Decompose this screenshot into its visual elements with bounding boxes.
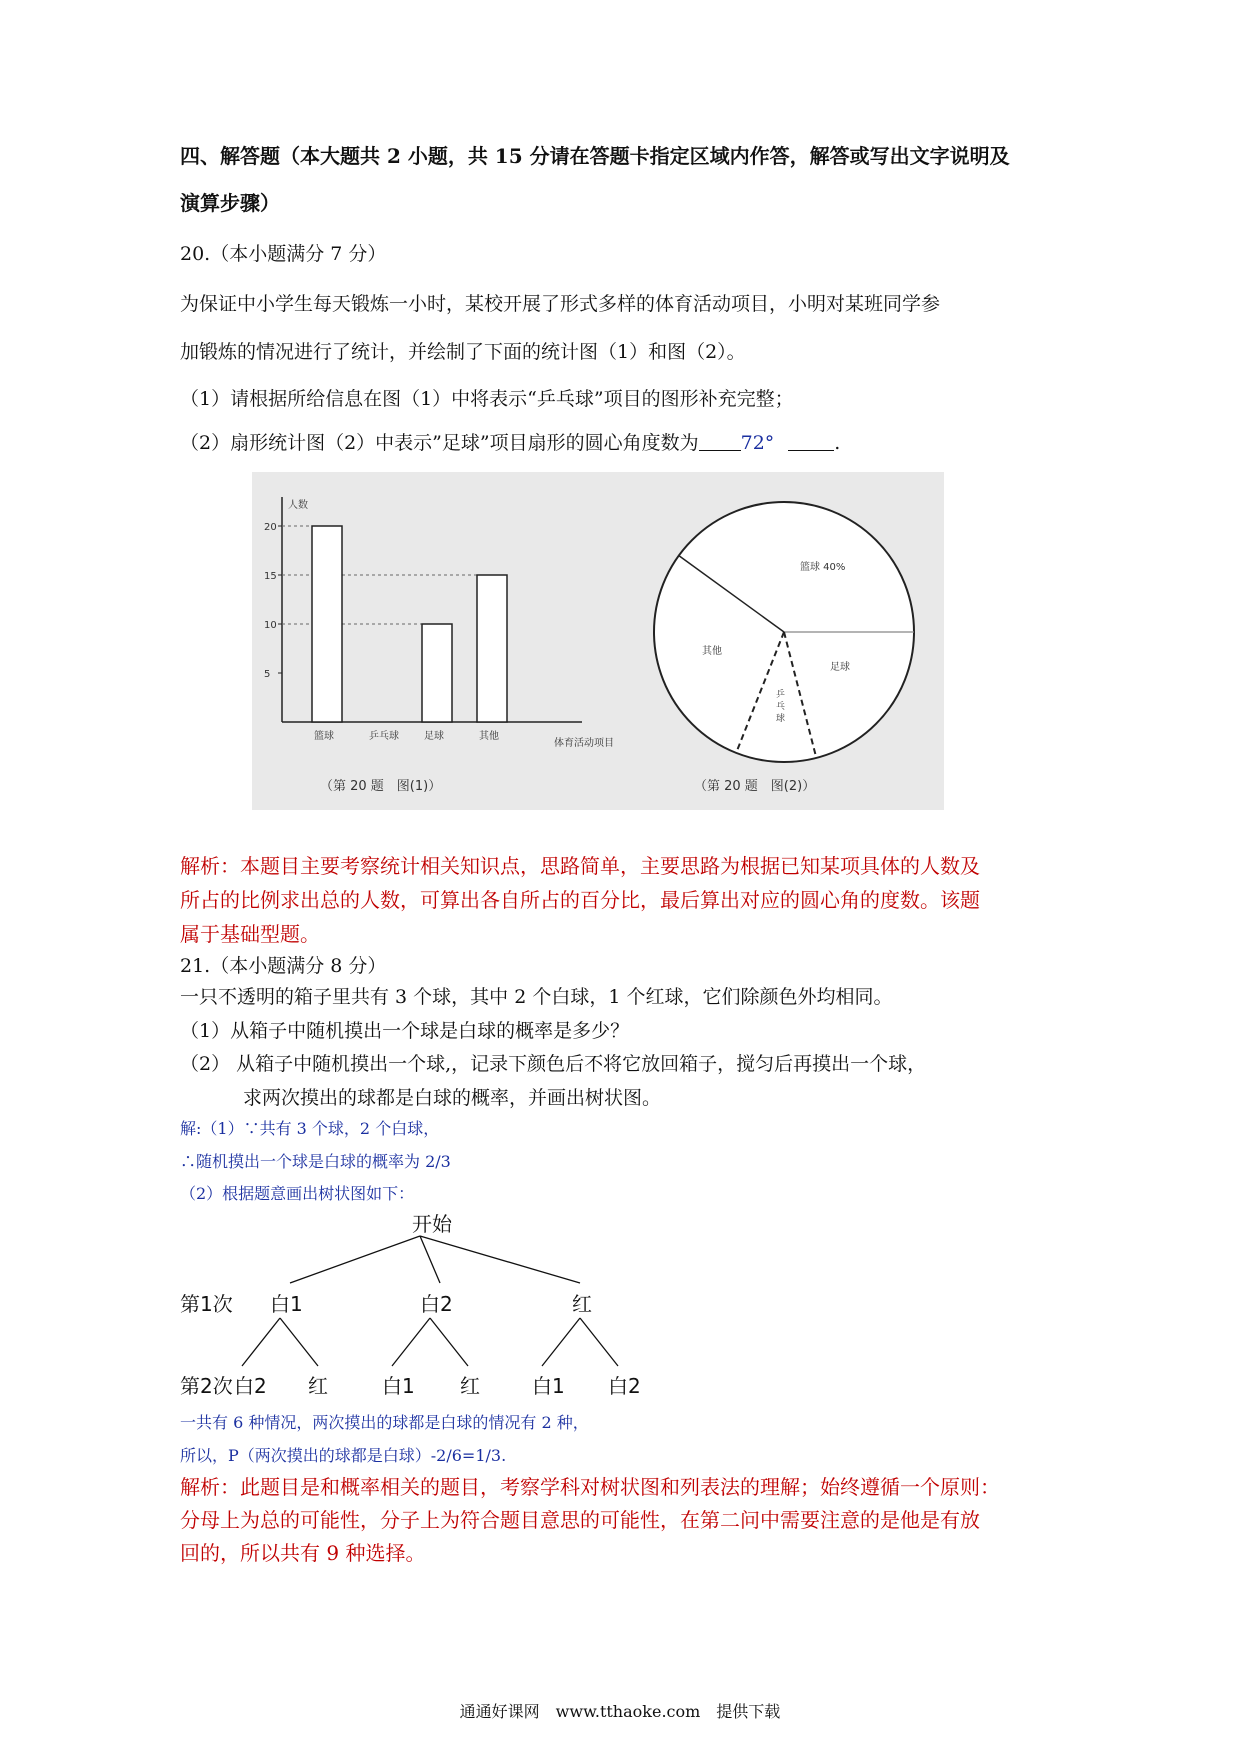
q20-stem-cont: 加锻炼的情况进行了统计，并绘制了下面的统计图（1）和图（2）。 — [180, 341, 746, 363]
q20-header: 20.（本小题满分 7 分） — [180, 243, 387, 265]
tree-edge — [290, 1236, 420, 1283]
bar-chart — [264, 497, 614, 794]
tree-root: 开始 — [412, 1212, 452, 1236]
tree-leaf: 红 — [460, 1374, 480, 1398]
q20-part2-answer: 72° — [740, 432, 775, 454]
q21-stem: 一只不透明的箱子里共有 3 个球，其中 2 个白球，1 个红球，它们除颜色外均相同。 — [180, 986, 893, 1008]
pie-label: 篮球 40% — [800, 562, 846, 573]
tree-node: 白1 — [270, 1292, 303, 1316]
tree-edge — [542, 1318, 580, 1366]
y-tick-label: 5 — [264, 669, 271, 680]
q21-analysis-cont2: 回的，所以共有 9 种选择。 — [180, 1541, 426, 1565]
page-footer: 通通好课网 www.tthaoke.com 提供下载 — [459, 1702, 781, 1721]
tree-node: 白2 — [420, 1292, 453, 1316]
tree-leaf: 红 — [308, 1374, 328, 1398]
q21-part2: （2） 从箱子中随机摸出一个球,，记录下颜色后不将它放回箱子，搅匀后再摸出一个球， — [180, 1053, 927, 1075]
tree-leaf: 白1 — [382, 1374, 415, 1398]
x-tick-label: 乒乓球 — [369, 731, 399, 742]
q20-stem: 为保证中小学生每天锻炼一小时，某校开展了形式多样的体育活动项目，小明对某班同学参 — [180, 293, 941, 315]
tree-row1-label: 第1次 — [180, 1292, 233, 1316]
q21-part1: （1）从箱子中随机摸出一个球是白球的概率是多少？ — [180, 1020, 630, 1042]
bar — [477, 575, 507, 722]
q21-solution: 解:（1）∵共有 3 个球，2 个白球， — [180, 1119, 440, 1138]
q21-analysis: 解析：此题目是和概率相关的题目，考察学科对树状图和列表法的理解；始终遵循一个原则： — [180, 1475, 1000, 1499]
y-tick-label: 15 — [264, 571, 277, 582]
bar — [312, 526, 342, 722]
pie-label — [776, 688, 785, 724]
figure-canvas — [252, 472, 944, 810]
tree-leaf: 白2 — [608, 1374, 641, 1398]
y-axis-label: 人数 — [288, 500, 308, 511]
pie-chart — [654, 502, 914, 794]
q21-solution-cont: ∴随机摸出一个球是白球的概率为 2/3 — [180, 1152, 451, 1171]
tree-leaf: 白2 — [234, 1374, 267, 1398]
y-tick-label: 10 — [264, 620, 277, 631]
q21-conclusion: 一共有 6 种情况，两次摸出的球都是白球的情况有 2 种， — [180, 1413, 589, 1432]
x-tick-label: 其他 — [479, 731, 499, 742]
q20-part1: （1）请根据所给信息在图（1）中将表示“乒乓球”项目的图形补充完整； — [180, 388, 794, 410]
tree-edge — [580, 1318, 618, 1366]
tree-edge — [392, 1318, 430, 1366]
q20-part2: （2）扇形统计图（2）中表示”足球”项目扇形的圆心角度数为 72° . — [180, 432, 841, 454]
x-axis-label: 体育活动项目 — [554, 738, 614, 749]
bar-chart-caption: （第 20 题 图(1)） — [320, 779, 442, 794]
tree-edge — [280, 1318, 318, 1366]
tree-edge — [420, 1236, 580, 1283]
q21-analysis-cont: 分母上为总的可能性，分子上为符合题目意思的可能性，在第二问中需要注意的是他是有放 — [180, 1508, 980, 1532]
tree-node: 红 — [572, 1292, 592, 1316]
pie-label-char: 乒 — [776, 690, 786, 700]
bar — [422, 624, 452, 722]
pie-label-char: 乓 — [776, 702, 786, 712]
q21-header: 21.（本小题满分 8 分） — [180, 955, 387, 977]
x-tick-label: 篮球 — [314, 731, 334, 742]
pie-label: 其他 — [702, 646, 722, 657]
tree-edge — [430, 1318, 468, 1366]
section-title-cont: 演算步骤） — [180, 191, 280, 215]
tree-edge — [242, 1318, 280, 1366]
y-tick-label: 20 — [264, 522, 277, 533]
pie-label: 足球 — [830, 662, 850, 673]
x-tick-label: 足球 — [424, 731, 444, 742]
tree-edge — [420, 1236, 440, 1283]
q20-analysis: 解析：本题目主要考察统计相关知识点，思路简单，主要思路为根据已知某项具体的人数及 — [180, 854, 980, 878]
tree-diagram — [180, 1208, 700, 1398]
section-title: 四、解答题（本大题共 2 小题，共 15 分请在答题卡指定区域内作答，解答或写出文字说明及 — [180, 144, 1010, 168]
q20-analysis-cont: 所占的比例求出总的人数，可算出各自所占的百分比，最后算出对应的圆心角的度数。该题 — [180, 888, 980, 912]
pie-label-char: 球 — [776, 714, 786, 724]
q20-analysis-cont2: 属于基础型题。 — [180, 922, 320, 946]
pie-chart-caption: （第 20 题 图(2)） — [694, 779, 816, 794]
q21-solution-cont2: （2）根据题意画出树状图如下： — [180, 1184, 415, 1203]
tree-leaf: 白1 — [532, 1374, 565, 1398]
q21-part2-cont: 求两次摸出的球都是白球的概率，并画出树状图。 — [243, 1087, 662, 1109]
q20-part2-prefix: （2）扇形统计图（2）中表示”足球”项目扇形的圆心角度数为 — [180, 432, 699, 454]
q21-conclusion-cont: 所以，P（两次摸出的球都是白球）-2/6=1/3. — [180, 1446, 507, 1465]
tree-row2-label: 第2次 — [180, 1374, 233, 1398]
statistics-figure — [252, 472, 944, 810]
